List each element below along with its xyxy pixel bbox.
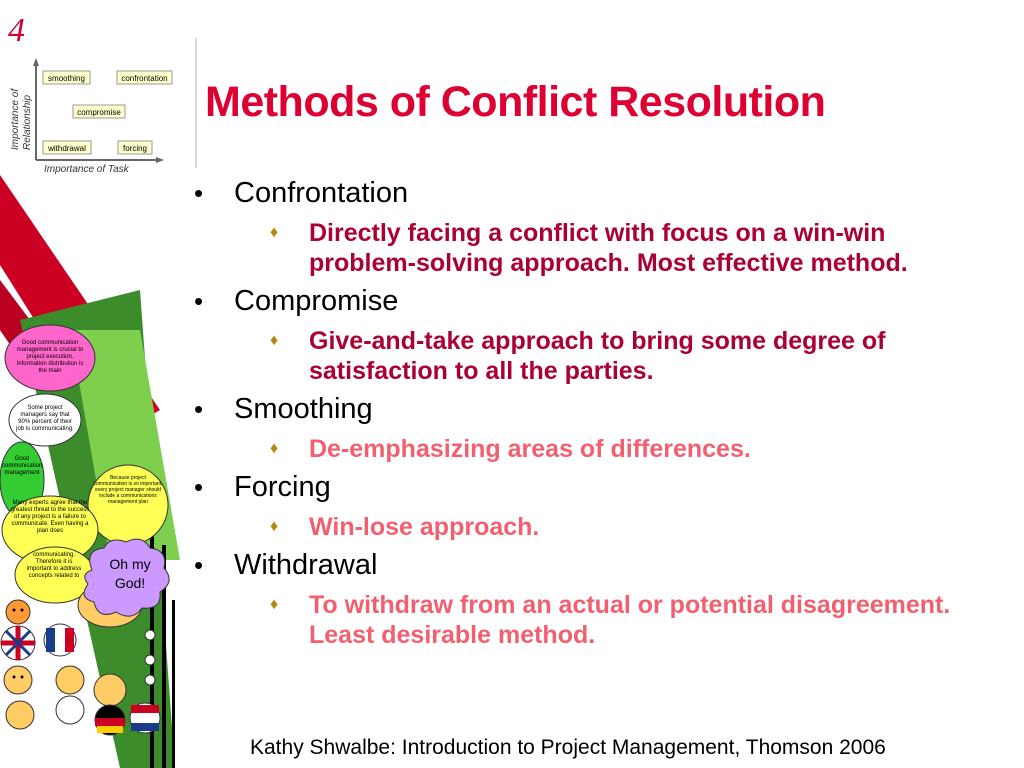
y-axis-label-2: Relationship <box>22 94 33 150</box>
diamond-icon: ♦ <box>270 332 279 349</box>
face-6 <box>6 701 34 729</box>
bullet-list <box>192 170 992 656</box>
bullet-heading: Forcing <box>234 471 331 503</box>
sub-bullet-compromise <box>192 326 989 386</box>
divider-line <box>195 38 197 168</box>
sub-bullet-withdrawal <box>192 590 989 650</box>
diamond-icon: ♦ <box>270 518 279 535</box>
bubble-text-4: Because project communication is so important, every project manager should include a communications management plan <box>93 475 163 505</box>
slide-number: 4 <box>8 12 25 49</box>
sub-bullet-text: Win-lose approach. <box>309 513 540 541</box>
box-confrontation-label: confrontation <box>121 74 168 83</box>
box-compromise-label: compromise <box>77 108 121 117</box>
bullet-dot: • <box>194 394 204 424</box>
y-axis-arrow <box>33 58 39 66</box>
sub-bullet-smoothing <box>192 434 989 464</box>
bubble-text-3: Good communication management <box>2 456 43 476</box>
bullet-heading: Compromise <box>234 285 399 317</box>
y-axis-label-1: Importance of <box>10 88 21 150</box>
bullet-smoothing <box>192 392 992 426</box>
bullet-compromise <box>192 284 992 318</box>
bullet-forcing <box>192 470 992 504</box>
face-4 <box>94 674 126 706</box>
bullet-heading: Confrontation <box>234 177 409 209</box>
bullet-dot: • <box>194 472 204 502</box>
box-smoothing-label: smoothing <box>48 74 85 83</box>
sub-bullet-text: To withdraw from an actual or potential disagreement. Least desirable method. <box>309 591 951 649</box>
face-3 <box>56 666 84 694</box>
bubble-text-5: Many experts agree that the greatest threat to the success of any project is a failure to communicate. Even having a plan does <box>10 500 90 534</box>
sub-bullet-text: De-emphasizing areas of differences. <box>309 435 751 463</box>
diamond-icon: ♦ <box>270 596 279 613</box>
bullet-dot: • <box>194 178 204 208</box>
diamond-icon: ♦ <box>270 440 279 457</box>
face-2 <box>4 666 32 694</box>
box-withdrawal-label: withdrawal <box>48 144 86 153</box>
x-axis-label: Importance of Task <box>44 164 129 175</box>
box-forcing-label: forcing <box>122 144 148 153</box>
oh-my-god-bubble: Oh my God! <box>109 556 151 591</box>
diamond-icon: ♦ <box>270 224 279 241</box>
pole-3 <box>172 600 175 768</box>
bubble-text-6: communicating. Therefore it is important to address concepts related to <box>26 552 82 579</box>
bullet-heading: Smoothing <box>234 393 373 425</box>
bullet-withdrawal <box>192 548 992 582</box>
bullet-confrontation <box>192 176 992 210</box>
sub-bullet-text: Give-and-take approach to bring some degree of satisfaction to all the parties. <box>309 327 886 385</box>
bullet-dot: • <box>194 550 204 580</box>
bubble-text-1: Good communication management is crucial to project execution. Information distribution is the main <box>16 340 84 374</box>
sub-bullet-forcing <box>192 512 989 542</box>
slide-title: Methods of Conflict Resolution <box>205 78 826 126</box>
bubble-text-2: Some project managers say that 90% percent of their job is communicating. <box>16 405 74 432</box>
face-5 <box>56 696 84 724</box>
sub-bullet-text: Directly facing a conflict with focus on a win-win problem-solving approach. Most effective method. <box>309 219 908 277</box>
bullet-heading: Withdrawal <box>234 549 378 581</box>
sub-bullet-confrontation <box>192 218 989 278</box>
footer-citation: Kathy Shwalbe: Introduction to Project Management, Thomson 2006 <box>250 736 886 759</box>
face-1 <box>6 600 30 624</box>
bullet-dot: • <box>194 286 204 316</box>
